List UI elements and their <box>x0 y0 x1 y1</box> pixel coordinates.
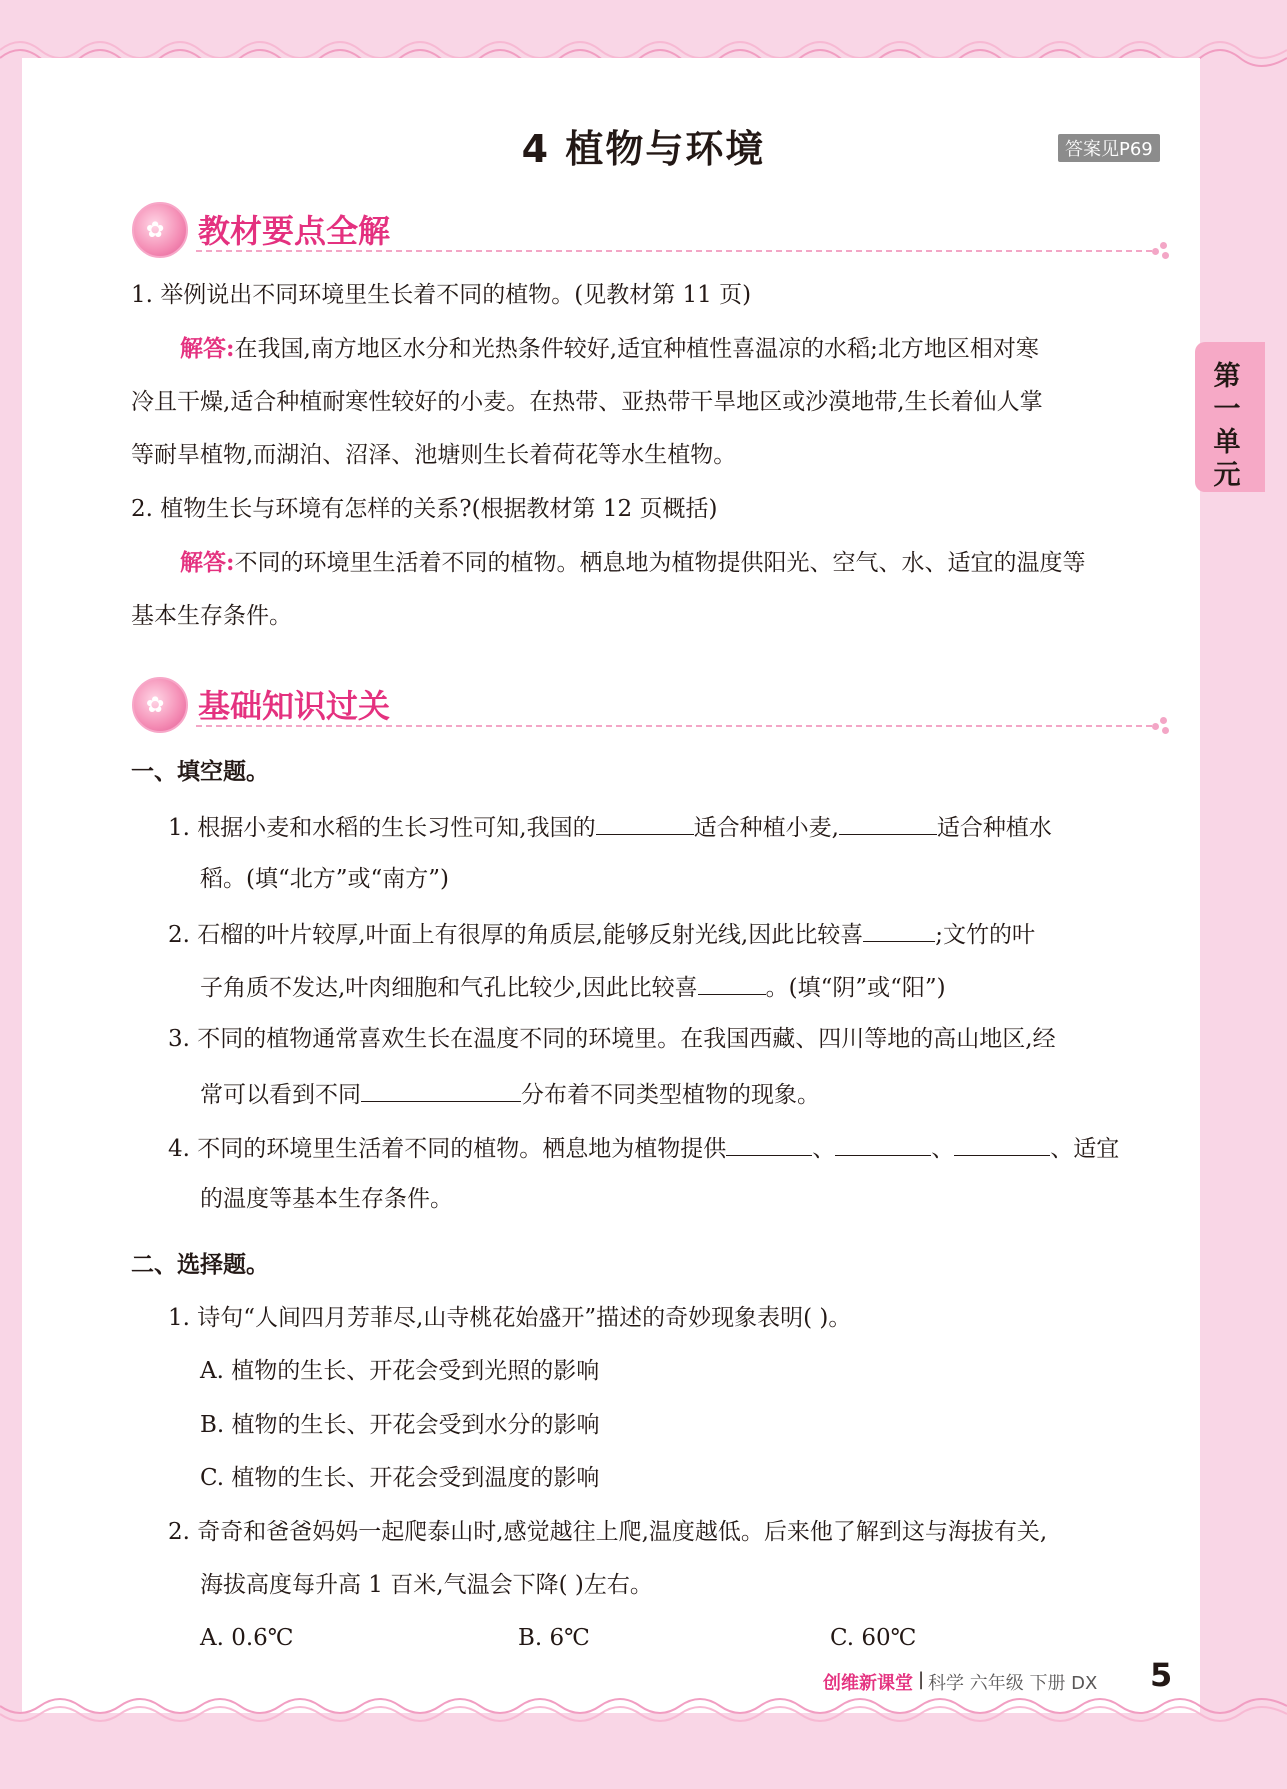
answer-reference-tag: 答案见P69 <box>1058 134 1160 162</box>
fill-question-2 <box>168 917 1035 950</box>
fill-question-3-line-2 <box>200 1077 820 1110</box>
fill-question-1 <box>168 810 1052 843</box>
fill-text: 子角质不发达,叶肉细胞和气孔比较少,因此比较喜 <box>200 975 698 1001</box>
decor-dots-icon <box>1152 717 1170 735</box>
choice-question-1: 1. 诗句“人间四月芳菲尽,山寺桃花始盛开”描述的奇妙现象表明( )。 <box>168 1305 852 1331</box>
footer-separator: | <box>918 1669 925 1690</box>
question-2: 2. 植物生长与环境有怎样的关系?(根据教材第 12 页概括) <box>131 496 718 522</box>
unit-side-tab-label: 第一单元 <box>1213 361 1241 491</box>
fill-question-4 <box>168 1131 1119 1164</box>
choice-option-c[interactable]: C. 植物的生长、开花会受到温度的影响 <box>200 1465 600 1491</box>
fill-text: 、适宜 <box>1050 1136 1120 1162</box>
fill-text: 1. 根据小麦和水稻的生长习性可知,我国的 <box>168 815 596 841</box>
fill-question-4-line-2: 的温度等基本生存条件。 <box>200 1186 453 1212</box>
section-heading: 基础知识过关 <box>198 687 391 725</box>
fill-text: 适合种植小麦, <box>693 815 839 841</box>
section-header-key-points <box>130 200 1170 260</box>
page-number: 5 <box>1150 1656 1173 1694</box>
fill-text: 、 <box>931 1136 955 1162</box>
fill-question-2-line-2 <box>200 970 946 1003</box>
section-heading: 教材要点全解 <box>198 212 391 250</box>
answer-blank[interactable] <box>863 917 935 942</box>
answer-blank[interactable] <box>839 810 937 835</box>
part-1-title: 一、填空题。 <box>131 759 269 785</box>
answer-2-line-2: 基本生存条件。 <box>131 603 292 629</box>
footer-brand: 创维新课堂 <box>823 1673 913 1694</box>
fill-text: 分布着不同类型植物的现象。 <box>521 1082 820 1108</box>
answer-label: 解答: <box>180 549 235 576</box>
unit-side-tab <box>1195 342 1265 492</box>
answer-1-line-1 <box>180 334 1039 364</box>
page-title: 4 植物与环境 <box>521 127 766 171</box>
fill-text: 常可以看到不同 <box>200 1082 361 1108</box>
answer-text: 不同的环境里生活着不同的植物。栖息地为植物提供阳光、空气、水、适宜的温度等 <box>234 550 1086 576</box>
answer-1-line-2: 冷且干燥,适合种植耐寒性较好的小麦。在热带、亚热带干旱地区或沙漠地带,生长着仙人掌 <box>131 389 1043 415</box>
choice-option-b[interactable]: B. 6℃ <box>518 1625 590 1651</box>
answer-2-line-1 <box>180 548 1086 578</box>
cartoon-badge-icon: ✿ <box>132 677 188 733</box>
choice-option-a[interactable]: A. 0.6℃ <box>200 1625 294 1651</box>
cartoon-badge-icon: ✿ <box>132 202 188 258</box>
fill-text: 4. 不同的环境里生活着不同的植物。栖息地为植物提供 <box>168 1136 727 1162</box>
dashed-divider <box>196 250 1152 252</box>
fill-text: 2. 石榴的叶片较厚,叶面上有很厚的角质层,能够反射光线,因此比较喜 <box>168 922 864 948</box>
fill-question-1-line-2: 稻。(填“北方”或“南方”) <box>200 866 449 892</box>
answer-blank[interactable] <box>726 1131 812 1156</box>
footer-book-info: 科学 六年级 下册 DX <box>928 1673 1098 1694</box>
answer-blank[interactable] <box>835 1131 931 1156</box>
answer-text: 在我国,南方地区水分和光热条件较好,适宜种植性喜温凉的水稻;北方地区相对寒 <box>234 336 1039 362</box>
part-2-title: 二、选择题。 <box>131 1252 269 1278</box>
answer-blank[interactable] <box>954 1131 1050 1156</box>
fill-text: 。(填“阴”或“阳”) <box>765 975 946 1001</box>
answer-blank[interactable] <box>596 810 694 835</box>
fill-text: ;文竹的叶 <box>935 922 1035 948</box>
decor-dots-icon <box>1152 242 1170 260</box>
question-1: 1. 举例说出不同环境里生长着不同的植物。(见教材第 11 页) <box>131 282 752 308</box>
choice-option-b[interactable]: B. 植物的生长、开花会受到水分的影响 <box>200 1412 600 1438</box>
section-header-basics <box>130 675 1170 735</box>
choice-option-c[interactable]: C. 60℃ <box>830 1625 917 1651</box>
answer-label: 解答: <box>180 335 235 362</box>
answer-blank[interactable] <box>698 970 766 995</box>
fill-text: 、 <box>812 1136 836 1162</box>
answer-1-line-3: 等耐旱植物,而湖泊、沼泽、池塘则生长着荷花等水生植物。 <box>131 442 737 468</box>
answer-blank[interactable] <box>361 1077 521 1102</box>
fill-question-3: 3. 不同的植物通常喜欢生长在温度不同的环境里。在我国西藏、四川等地的高山地区,经 <box>168 1026 1056 1052</box>
choice-question-2: 2. 奇奇和爸爸妈妈一起爬泰山时,感觉越往上爬,温度越低。后来他了解到这与海拔有关, <box>168 1519 1048 1545</box>
dashed-divider <box>196 725 1152 727</box>
bottom-wave-border <box>0 1690 1287 1730</box>
choice-question-2-line-2: 海拔高度每升高 1 百米,气温会下降( )左右。 <box>200 1572 653 1598</box>
choice-option-a[interactable]: A. 植物的生长、开花会受到光照的影响 <box>200 1358 600 1384</box>
fill-text: 适合种植水 <box>936 815 1052 841</box>
